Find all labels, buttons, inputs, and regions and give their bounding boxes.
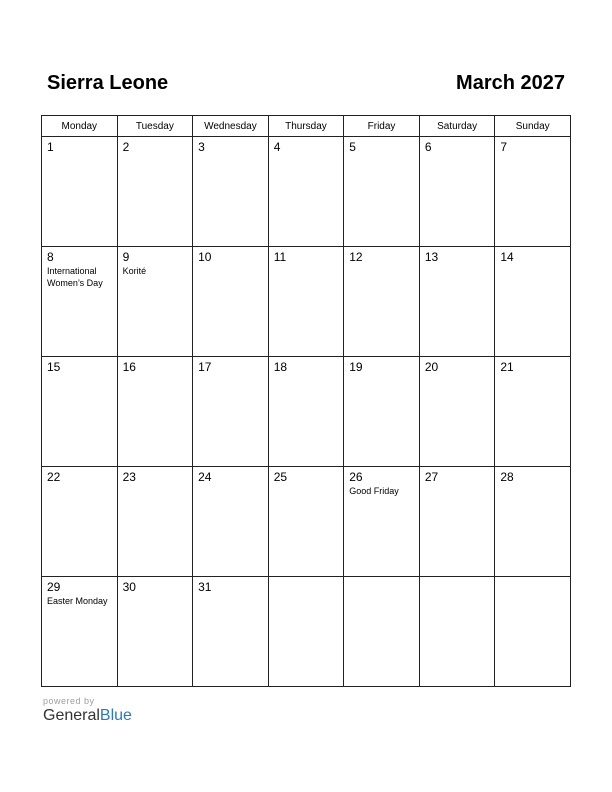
day-cell (495, 357, 571, 467)
day-cell (495, 577, 571, 687)
day-number: 6 (424, 140, 432, 154)
day-cell (268, 467, 344, 577)
brand-general: General (43, 707, 100, 724)
day-cell (344, 247, 420, 357)
day-cell (42, 577, 118, 687)
day-number: 24 (198, 470, 212, 484)
day-cell (117, 247, 193, 357)
weekday-friday: Friday (344, 116, 420, 137)
day-number: 15 (47, 360, 61, 374)
day-cell (268, 577, 344, 687)
day-cell (344, 357, 420, 467)
day-cell (42, 247, 118, 357)
day-number: 13 (424, 250, 439, 264)
day-number: 9 (122, 250, 130, 264)
day-number: 11 (273, 250, 287, 264)
day-number: 31 (198, 580, 212, 594)
week-row (42, 137, 571, 247)
weekday-tuesday: Tuesday (117, 116, 193, 137)
week-row (42, 247, 571, 357)
weekday-wednesday: Wednesday (193, 116, 269, 137)
day-cell (419, 577, 495, 687)
day-number: 2 (122, 140, 130, 154)
day-number: 17 (198, 360, 212, 374)
day-cell (42, 357, 118, 467)
day-cell (117, 467, 193, 577)
day-cell (193, 247, 269, 357)
day-cell (117, 137, 193, 247)
weekday-thursday: Thursday (268, 116, 344, 137)
day-number: 18 (273, 360, 288, 374)
day-cell (268, 137, 344, 247)
day-number: 8 (47, 250, 54, 264)
week-row (42, 577, 571, 687)
weekday-saturday: Saturday (419, 116, 495, 137)
day-cell (193, 577, 269, 687)
day-cell (495, 247, 571, 357)
brand-blue: Blue (99, 707, 132, 724)
calendar-body (42, 137, 571, 687)
day-cell (344, 577, 420, 687)
powered-by-text: powered by (43, 696, 95, 706)
day-cell (268, 247, 344, 357)
weekday-monday: Monday (42, 116, 118, 137)
country-title: Sierra Leone (47, 72, 169, 94)
day-cell (419, 247, 495, 357)
day-cell (419, 137, 495, 247)
day-number: 5 (349, 140, 356, 154)
holiday-label: Easter Monday (47, 596, 108, 606)
day-number: 28 (500, 470, 514, 484)
day-number: 19 (349, 360, 363, 374)
day-number: 10 (198, 250, 212, 264)
week-row (42, 357, 571, 467)
day-number: 26 (349, 470, 363, 484)
day-cell (117, 577, 193, 687)
generalblue-logo (43, 707, 132, 725)
day-cell (495, 137, 571, 247)
day-cell (344, 467, 420, 577)
holiday-label: International Women’s Day (47, 266, 103, 288)
holiday-label: Good Friday (349, 486, 399, 496)
month-title: March 2027 (456, 72, 565, 94)
day-number: 20 (424, 360, 439, 374)
day-number: 3 (198, 140, 205, 154)
day-number: 1 (47, 140, 54, 154)
weekday-sunday: Sunday (495, 116, 571, 137)
calendar-grid (41, 115, 571, 687)
day-number: 27 (424, 470, 439, 484)
day-cell (117, 357, 193, 467)
day-cell (193, 137, 269, 247)
day-cell (193, 357, 269, 467)
day-number: 22 (47, 470, 61, 484)
day-cell (42, 137, 118, 247)
day-number: 21 (500, 360, 514, 374)
day-number: 23 (122, 470, 136, 484)
footer (43, 696, 132, 725)
day-cell (193, 467, 269, 577)
day-cell (268, 357, 344, 467)
week-row (42, 467, 571, 577)
day-cell (419, 467, 495, 577)
day-cell (419, 357, 495, 467)
day-cell (42, 467, 118, 577)
day-number: 30 (122, 580, 136, 594)
day-number: 25 (273, 470, 288, 484)
day-number: 4 (273, 140, 281, 154)
holiday-label: Korité (122, 266, 147, 276)
day-number: 16 (122, 360, 136, 374)
day-number: 29 (47, 580, 61, 594)
day-number: 12 (349, 250, 363, 264)
day-cell (344, 137, 420, 247)
weekday-header-row (42, 116, 571, 137)
day-number: 14 (500, 250, 514, 264)
day-cell (495, 467, 571, 577)
day-number: 7 (500, 140, 508, 154)
